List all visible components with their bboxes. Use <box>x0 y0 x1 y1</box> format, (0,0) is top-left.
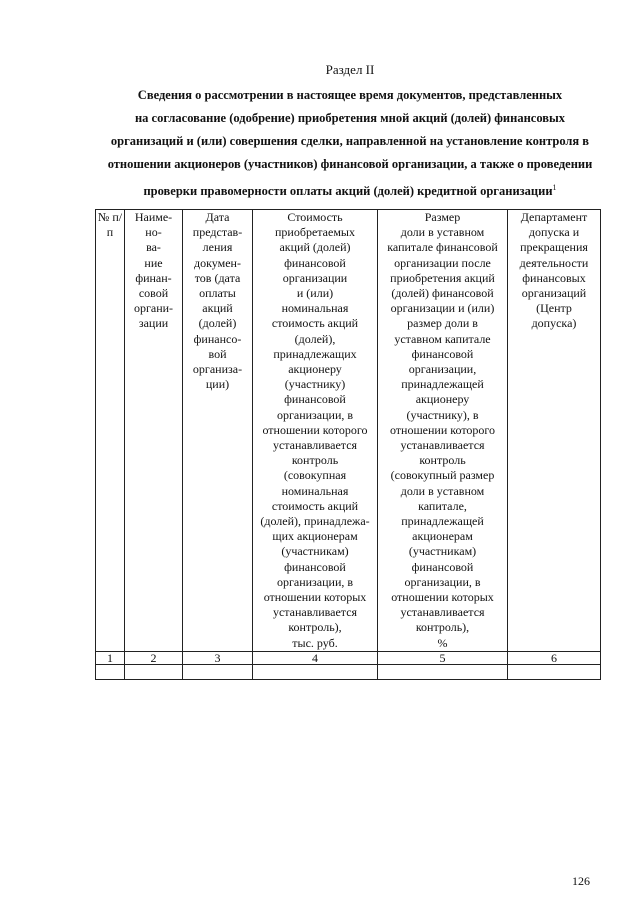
table-cell <box>508 664 601 679</box>
footnote-mark: 1 <box>552 183 557 192</box>
column-number: 4 <box>253 651 378 664</box>
table-header-row <box>96 210 601 652</box>
title-line: на согласование (одобрение) приобретения мной акций (долей) финансовых <box>134 111 566 125</box>
column-number: 2 <box>125 651 183 664</box>
info-table <box>95 209 601 680</box>
title-line: проверки правомерности оплаты акций (долей) кредитной организации$^1$ <box>143 183 557 199</box>
table-cell <box>125 664 183 679</box>
column-number: 5 <box>378 651 508 664</box>
section-title <box>80 84 620 203</box>
header-cost: Стоимость приобретаемых акций (долей) финансовой организации и (или) номинальная стоимость акций (долей), принадлежащих акционеру (участнику) финансовой организации, в отношении которого устанавливается контроль (совокупная номинальная стоимость акций (долей), принадлежа- щих акционерам (участникам) финансовой организации, в отношении которых устанавливается контроль), тыс. руб. <box>253 210 378 652</box>
title-line: Сведения о рассмотрении в настоящее время документов, представленных <box>137 88 563 102</box>
header-share-size: Размер доли в уставном капитале финансовой организации после приобретения акций (долей) финансовой организации и (или) размер доли в уставном капитале финансовой организации, принадлежащей акционеру (участнику), в отношении которого устанавливается контроль (совокупный размер доли в уставном капитале, принадлежащей акционерам (участникам) финансовой организации, в отношении которых устанавливается контроль), % <box>378 210 508 652</box>
table-row <box>96 664 601 679</box>
table-cell <box>183 664 253 679</box>
table-cell <box>96 664 125 679</box>
table-cell <box>378 664 508 679</box>
column-number-row <box>96 651 601 664</box>
column-number: 3 <box>183 651 253 664</box>
header-org-name: Наиме- но- ва- ние финан- совой органи- зации <box>125 210 183 652</box>
header-number: № п/п <box>96 210 125 652</box>
header-date: Дата представ- ления докумен- тов (дата оплаты акций (долей) финансо- вой организа- ции) <box>183 210 253 652</box>
column-number: 1 <box>96 651 125 664</box>
page-number: 126 <box>572 874 590 888</box>
column-number: 6 <box>508 651 601 664</box>
section-heading: Раздел II <box>325 62 375 77</box>
table-cell <box>253 664 378 679</box>
title-line: отношении акционеров (участников) финансовой организации, а также о проведении <box>107 157 593 171</box>
header-department: Департамент допуска и прекращения деятельности финансовых организаций (Центр допуска) <box>508 210 601 652</box>
title-line: организаций и (или) совершения сделки, направленной на установление контроля в <box>110 134 590 148</box>
